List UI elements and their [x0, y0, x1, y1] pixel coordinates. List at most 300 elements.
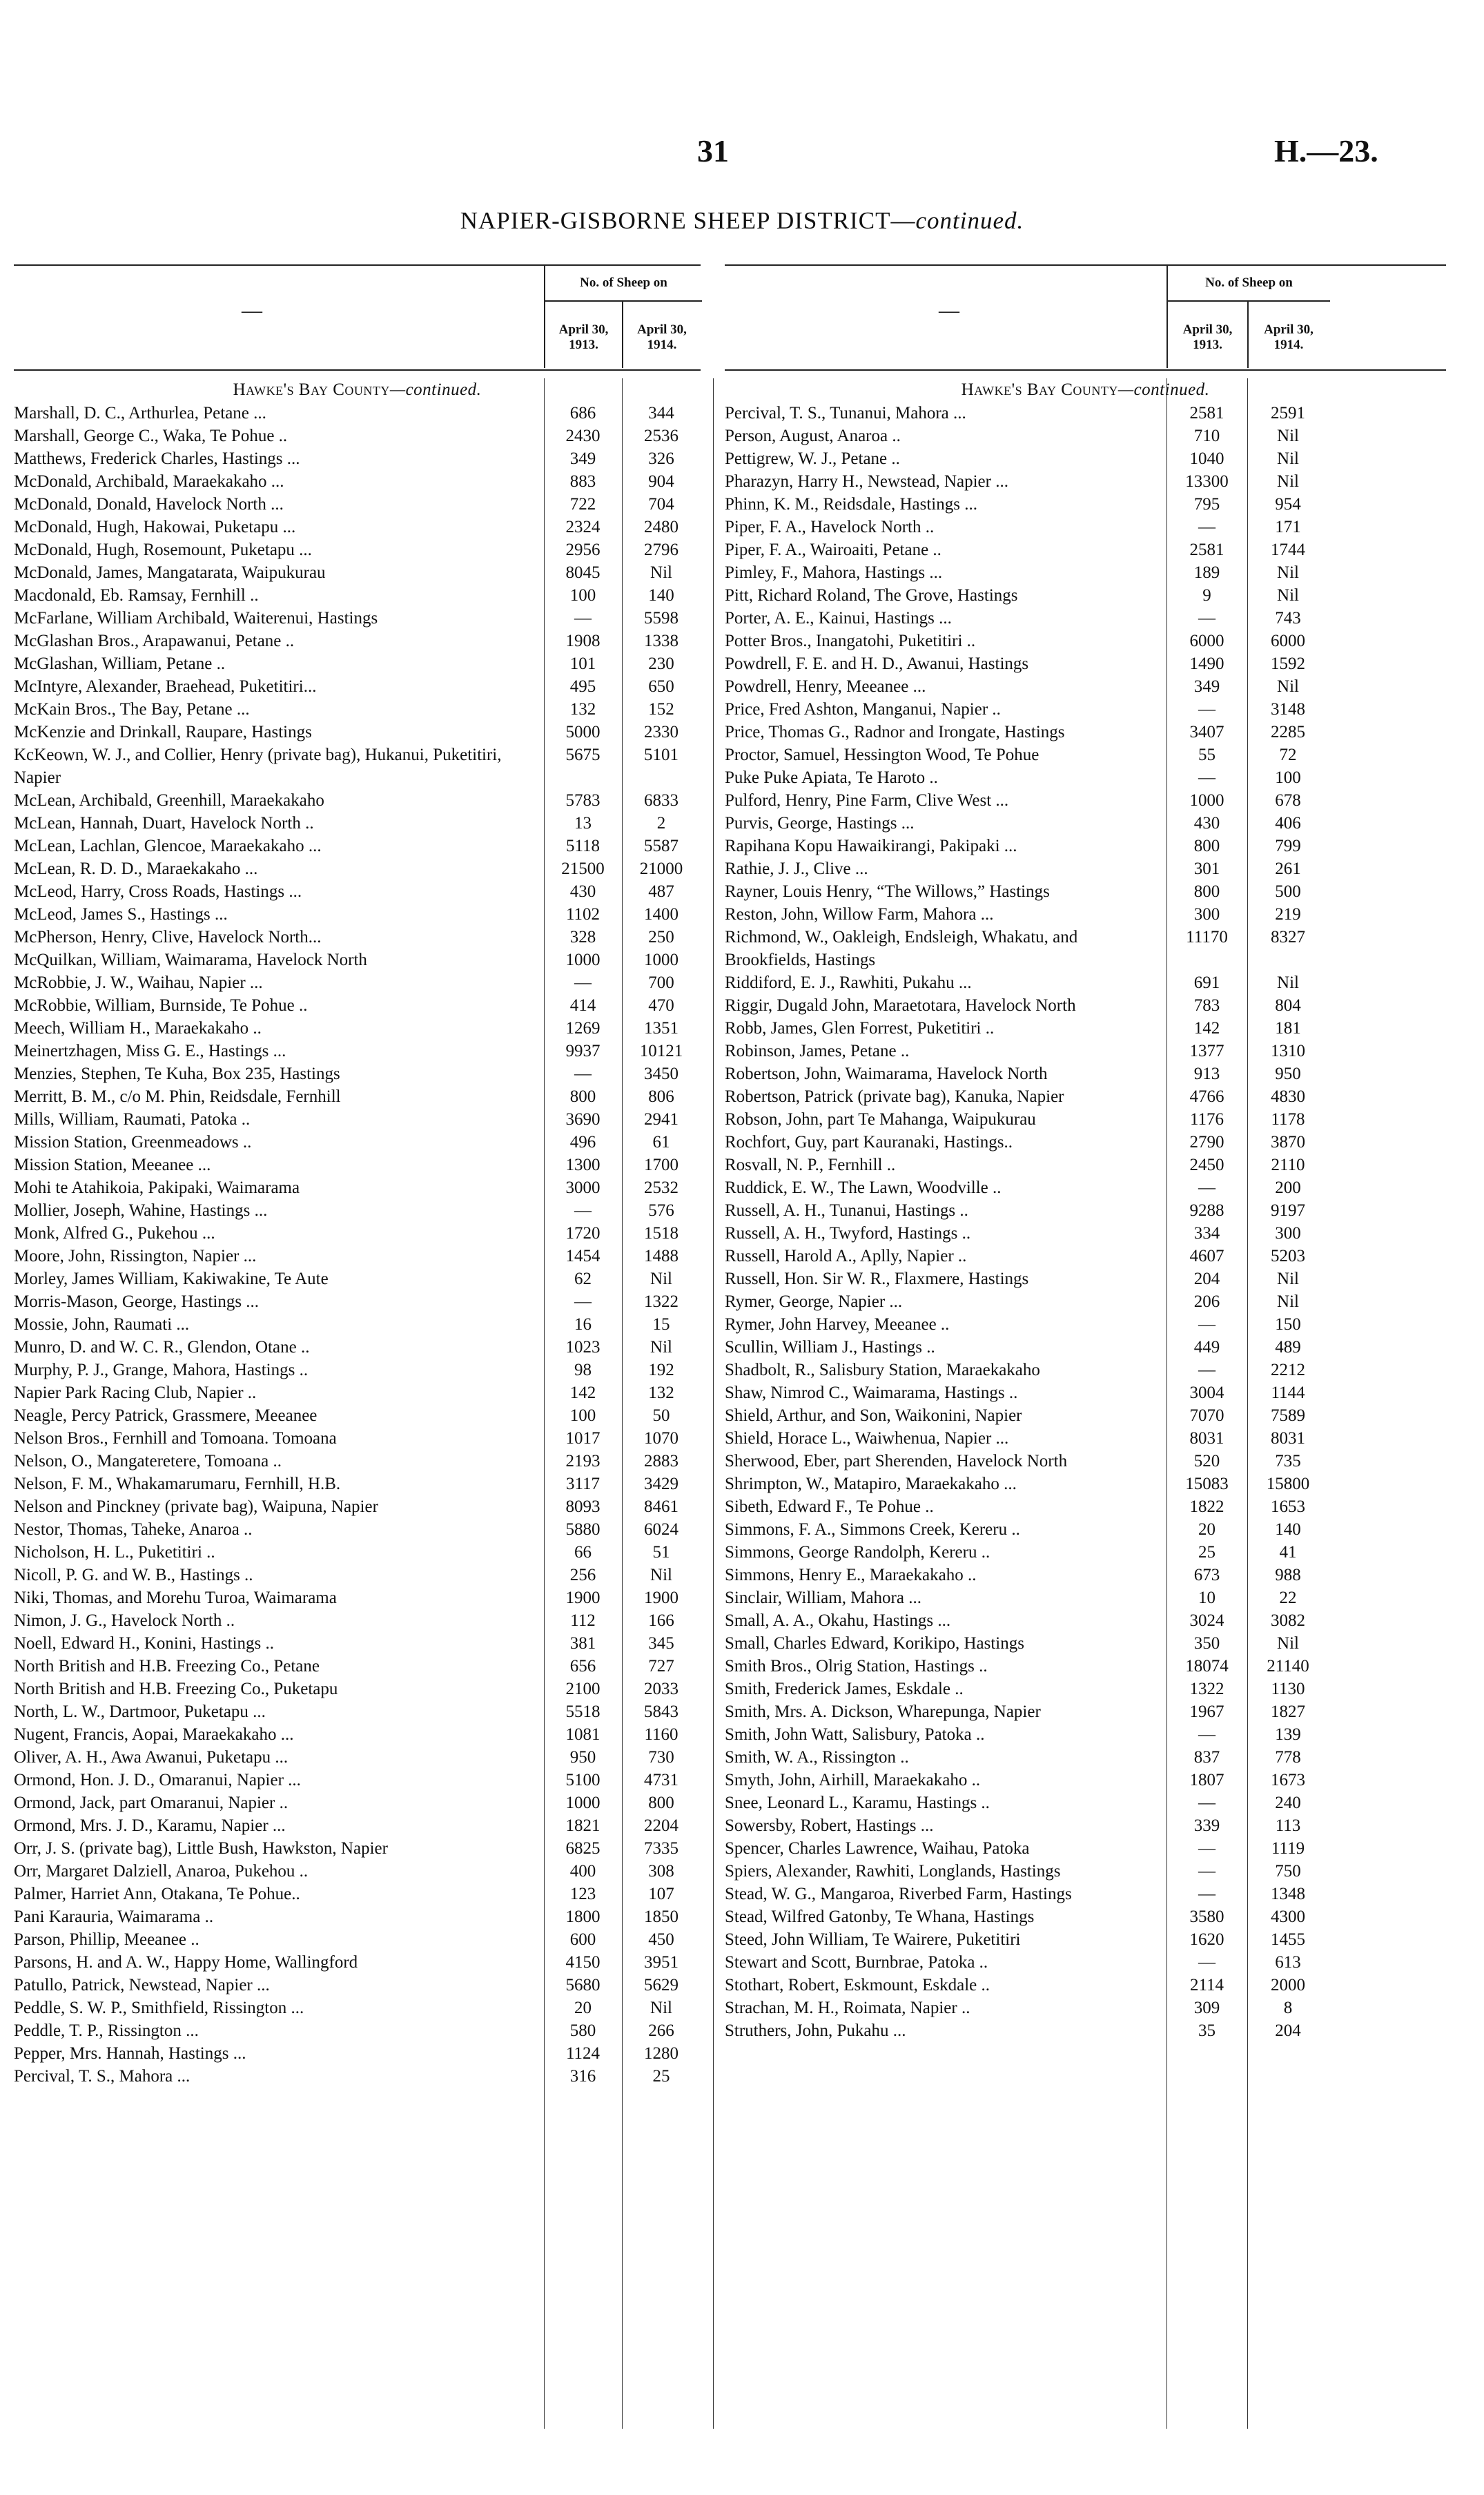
sheep-1913: —: [574, 1292, 592, 1311]
sheep-1914: 2212: [1271, 1361, 1305, 1379]
sheep-1914: Nil: [1277, 586, 1299, 605]
owner-name: Pani Karauria, Waimarama ..: [14, 1907, 214, 1926]
sheep-1914: 704: [648, 495, 674, 514]
sheep-1914: 300: [1275, 1224, 1301, 1243]
owner-name: Macdonald, Eb. Ramsay, Fernhill ..: [14, 586, 259, 605]
title-main: NAPIER-GISBORNE SHEEP DISTRICT—: [460, 207, 916, 234]
sheep-1913: 142: [569, 1384, 596, 1402]
sheep-1914: Nil: [1277, 472, 1299, 491]
sheep-1913: —: [1198, 1953, 1215, 1972]
table-row: [725, 971, 1446, 994]
sheep-1913: 350: [1193, 1634, 1220, 1653]
sheep-1913: 600: [569, 1930, 596, 1949]
sheep-1914: 139: [1275, 1725, 1301, 1744]
sheep-1914: 2330: [644, 723, 678, 741]
table-row: [725, 1951, 1446, 1974]
sheep-1913: 132: [569, 700, 596, 719]
owner-name: Napier Park Racing Club, Napier ..: [14, 1384, 257, 1402]
owner-name: McDonald, Donald, Havelock North ...: [14, 495, 284, 514]
sheep-1914: 778: [1275, 1748, 1301, 1767]
owner-name: McLean, Archibald, Greenhill, Maraekakaho: [14, 791, 324, 810]
sheep-1913: 3690: [565, 1110, 601, 1129]
sheep-1914: Nil: [1277, 1634, 1299, 1653]
sheep-1914: 650: [648, 677, 674, 696]
table-row: [725, 1928, 1446, 1951]
table-row: [14, 1655, 701, 1678]
sheep-1914: 1070: [644, 1429, 678, 1448]
sheep-1913: —: [1198, 1839, 1215, 1858]
owner-name: Russell, Harold A., Aplly, Napier ..: [725, 1247, 967, 1265]
owner-name: Powdrell, Henry, Meeanee ...: [725, 677, 926, 696]
table-row: [725, 1905, 1446, 1928]
table-row: [725, 1564, 1446, 1586]
table-row: [14, 1017, 701, 1040]
owner-name: Price, Thomas G., Radnor and Irongate, Hastings: [725, 723, 1065, 741]
sheep-1913: 1720: [565, 1224, 601, 1243]
sheep-1913: 100: [569, 1406, 596, 1425]
owner-name: Russell, A. H., Twyford, Hastings ..: [725, 1224, 971, 1243]
sheep-1913: 55: [1198, 746, 1215, 764]
table-row: [725, 2019, 1446, 2042]
owner-name: Stead, W. G., Mangaroa, Riverbed Farm, Hastings: [725, 1885, 1072, 1903]
title-continued: continued.: [915, 207, 1024, 234]
sheep-1914: 261: [1275, 860, 1301, 878]
owner-name: Palmer, Harriet Ann, Otakana, Te Pohue..: [14, 1885, 300, 1903]
sheep-1914: 799: [1275, 837, 1301, 855]
table-row: [725, 812, 1446, 835]
owner-name: Shaw, Nimrod C., Waimarama, Hastings ..: [725, 1384, 1018, 1402]
sheep-1914: 200: [1275, 1178, 1301, 1197]
owner-name: McGlashan Bros., Arapawanui, Petane ..: [14, 632, 295, 650]
sheep-1914: 1338: [644, 632, 678, 650]
owner-name: Sherwood, Eber, part Sherenden, Havelock North: [725, 1452, 1068, 1470]
owner-name: Piper, F. A., Havelock North ..: [725, 518, 935, 536]
sheep-1914: 489: [1275, 1338, 1301, 1357]
sheep-1914: 21000: [639, 860, 683, 878]
sheep-1913: 414: [569, 996, 596, 1015]
owner-name: Person, August, Anaroa ..: [725, 427, 901, 445]
sheep-1914: 1827: [1271, 1702, 1305, 1721]
table-row: [725, 789, 1446, 812]
owner-name: Smith Bros., Olrig Station, Hastings ..: [725, 1657, 988, 1676]
table-row: [725, 1290, 1446, 1313]
sheep-1914: Nil: [1277, 1270, 1299, 1288]
owner-name: Meinertzhagen, Miss G. E., Hastings ...: [14, 1042, 286, 1060]
table-row: [14, 1951, 701, 1974]
sheep-1914: 4731: [644, 1771, 678, 1789]
sheep-1914: 1850: [644, 1907, 678, 1926]
sheep-1913: —: [1198, 768, 1215, 787]
sheep-1913: 1900: [565, 1589, 601, 1607]
table-row: [14, 470, 701, 493]
owner-name: McIntyre, Alexander, Braehead, Puketitiri...: [14, 677, 317, 696]
sheep-1914: 150: [1275, 1315, 1301, 1334]
owner-name: Neagle, Percy Patrick, Grassmere, Meeanee: [14, 1406, 318, 1425]
sheep-1914: 308: [648, 1862, 674, 1881]
sheep-1913: 1908: [565, 632, 601, 650]
table-row: [725, 1313, 1446, 1336]
sheep-1913: 206: [1193, 1292, 1220, 1311]
owner-name: Percival, T. S., Mahora ...: [14, 2067, 191, 2086]
table-row: [14, 1586, 701, 1609]
table-row: [14, 1473, 701, 1495]
sheep-1913: 1124: [565, 2044, 601, 2063]
table-row: [14, 425, 701, 447]
sheep-1913: 189: [1193, 563, 1220, 582]
sheep-1913: 430: [1193, 814, 1220, 833]
table-row: [725, 1040, 1446, 1062]
sheep-1913: 7070: [1189, 1406, 1224, 1425]
sheep-1914: 3951: [644, 1953, 678, 1972]
owner-name: Powdrell, F. E. and H. D., Awanui, Hastings: [725, 654, 1029, 673]
sheep-1913: 1000: [565, 951, 601, 969]
owner-name: Robinson, James, Petane ..: [725, 1042, 910, 1060]
sheep-1913: —: [1198, 1885, 1215, 1903]
owner-name: Nelson and Pinckney (private bag), Waipuna, Napier: [14, 1497, 378, 1516]
sheep-1914: 5203: [1271, 1247, 1305, 1265]
table-row: [14, 1040, 701, 1062]
sheep-1913: 123: [569, 1885, 596, 1903]
table-row: [14, 1495, 701, 1518]
table-row: [725, 926, 1446, 971]
table-row: [725, 698, 1446, 721]
table-row: [725, 561, 1446, 584]
sheep-1914: Nil: [1277, 1292, 1299, 1311]
sheep-1914: 7335: [644, 1839, 678, 1858]
owner-name: Nicoll, P. G. and W. B., Hastings ..: [14, 1566, 253, 1584]
sheep-1913: 3407: [1189, 723, 1224, 741]
owner-name: Sowersby, Robert, Hastings ...: [725, 1816, 934, 1835]
right-rows: [725, 402, 1446, 2042]
sheep-1914: 1488: [644, 1247, 678, 1265]
owner-name: Oliver, A. H., Awa Awanui, Puketapu ...: [14, 1748, 289, 1767]
left-name-header: —: [242, 299, 262, 322]
owner-name: McLean, Lachlan, Glencoe, Maraekakaho ...: [14, 837, 322, 855]
owner-name: Matthews, Frederick Charles, Hastings ...: [14, 449, 300, 468]
owner-name: Rymer, George, Napier ...: [725, 1292, 903, 1311]
table-row: [14, 1290, 701, 1313]
table-row: [14, 1860, 701, 1883]
sheep-1914: 5843: [644, 1702, 678, 1721]
sheep-1913: 1490: [1189, 654, 1224, 673]
sheep-1913: —: [1198, 1725, 1215, 1744]
owner-name: Marshall, George C., Waka, Te Pohue ..: [14, 427, 288, 445]
owner-name: McLean, Hannah, Duart, Havelock North ..: [14, 814, 314, 833]
owner-name: Munro, D. and W. C. R., Glendon, Otane ..: [14, 1338, 310, 1357]
right-county-heading: Hawke's Bay County—continued.: [961, 380, 1210, 399]
table-row: [725, 1495, 1446, 1518]
table-row: [725, 1154, 1446, 1176]
table-row: [14, 789, 701, 812]
sheep-1913: 112: [570, 1611, 596, 1630]
table-row: [725, 721, 1446, 744]
table-row: [725, 1541, 1446, 1564]
table-row: [725, 516, 1446, 538]
sheep-1913: 5000: [565, 723, 601, 741]
sheep-1914: Nil: [1277, 449, 1299, 468]
sheep-1914: 204: [1275, 2021, 1301, 2040]
table-row: [725, 744, 1446, 766]
table-row: [14, 857, 701, 880]
owner-name: Phinn, K. M., Reidsdale, Hastings ...: [725, 495, 977, 514]
sheep-1913: 66: [574, 1543, 592, 1562]
sheep-1913: 2581: [1189, 541, 1224, 559]
sheep-1913: 4607: [1189, 1247, 1224, 1265]
left-col-1914: April 30, 1914.: [622, 302, 701, 368]
table-row: [725, 652, 1446, 675]
right-name-header: —: [939, 299, 959, 322]
sheep-1913: —: [1198, 1315, 1215, 1334]
left-rows: [14, 402, 701, 2088]
sheep-1913: 16: [574, 1315, 592, 1334]
sheep-1913: 783: [1193, 996, 1220, 1015]
sheep-1914: 500: [1275, 882, 1301, 901]
table-row: [14, 1609, 701, 1632]
table-row: [14, 926, 701, 949]
owner-name: McPherson, Henry, Clive, Havelock North...: [14, 928, 322, 946]
table-row: [725, 1404, 1446, 1427]
table-row: [725, 903, 1446, 926]
sheep-1913: 3024: [1189, 1611, 1224, 1630]
sheep-1914: 4300: [1271, 1907, 1305, 1926]
left-table-header: [14, 264, 701, 371]
sheep-1913: 101: [569, 654, 596, 673]
sheep-1914: 8031: [1271, 1429, 1305, 1448]
owner-name: McRobbie, J. W., Waihau, Napier ...: [14, 973, 263, 992]
owner-name: Sinclair, William, Mahora ...: [725, 1589, 921, 1607]
table-row: [725, 1792, 1446, 1814]
sheep-1913: 1040: [1189, 449, 1224, 468]
table-row: [725, 1427, 1446, 1450]
table-row: [14, 971, 701, 994]
table-row: [14, 1678, 701, 1700]
sheep-1914: 51: [652, 1543, 670, 1562]
sheep-1913: 328: [569, 928, 596, 946]
owner-name: Shrimpton, W., Matapiro, Maraekakaho ...: [725, 1475, 1017, 1493]
table-row: [14, 1381, 701, 1404]
owner-name: Stothart, Robert, Eskmount, Eskdale ..: [725, 1976, 990, 1994]
sheep-1914: 72: [1279, 746, 1297, 764]
owner-name: Riddiford, E. J., Rawhiti, Pukahu ...: [725, 973, 972, 992]
owner-name: Morris-Mason, George, Hastings ...: [14, 1292, 260, 1311]
owner-name: Simmons, F. A., Simmons Creek, Kereru ..: [725, 1520, 1020, 1539]
owner-name: Orr, J. S. (private bag), Little Bush, Hawkston, Napier: [14, 1839, 388, 1858]
sheep-1913: 3117: [565, 1475, 601, 1493]
table-row: [14, 538, 701, 561]
owner-name: Murphy, P. J., Grange, Mahora, Hastings ..: [14, 1361, 309, 1379]
table-row: [14, 698, 701, 721]
owner-name: McGlashan, William, Petane ..: [14, 654, 226, 673]
sheep-1913: —: [574, 1201, 592, 1220]
table-row: [14, 493, 701, 516]
table-row: [725, 1883, 1446, 1905]
sheep-1914: 727: [648, 1657, 674, 1676]
sheep-1913: 6825: [565, 1839, 601, 1858]
table-row: [725, 1586, 1446, 1609]
sheep-1914: 113: [1275, 1816, 1301, 1835]
sheep-1914: 2110: [1271, 1156, 1305, 1174]
table-row: [14, 447, 701, 470]
sheep-1913: 449: [1193, 1338, 1220, 1357]
sheep-1913: 5675: [565, 746, 601, 764]
sheep-1913: 25: [1198, 1543, 1215, 1562]
page-title: [0, 207, 1484, 235]
sheep-1914: 804: [1275, 996, 1301, 1015]
owner-name: Peddle, S. W. P., Smithfield, Rissington ...: [14, 1999, 304, 2017]
sheep-1913: 1000: [1189, 791, 1224, 810]
owner-name: Rayner, Louis Henry, “The Willows,” Hastings: [725, 882, 1050, 901]
table-row: [14, 630, 701, 652]
owner-name: Nelson Bros., Fernhill and Tomoana. Tomoana: [14, 1429, 337, 1448]
sheep-1914: Nil: [650, 1566, 672, 1584]
table-row: [14, 721, 701, 744]
sheep-1914: 1400: [644, 905, 678, 924]
sheep-1914: 954: [1275, 495, 1301, 514]
sheep-1913: 4766: [1189, 1087, 1224, 1106]
table-row: [14, 1814, 701, 1837]
table-row: [14, 1427, 701, 1450]
sheep-1913: 3004: [1189, 1384, 1224, 1402]
sheep-1913: 1081: [565, 1725, 601, 1744]
sheep-1914: 1348: [1271, 1885, 1305, 1903]
owner-name: Peddle, T. P., Rissington ...: [14, 2021, 199, 2040]
table-row: [14, 1518, 701, 1541]
owner-name: Ruddick, E. W., The Lawn, Woodville ..: [725, 1178, 1002, 1197]
sheep-1914: 61: [652, 1133, 670, 1152]
sheep-1913: 8045: [565, 563, 601, 582]
sheep-1913: 656: [569, 1657, 596, 1676]
table-row: [14, 402, 701, 425]
sheep-1913: 13: [574, 814, 592, 833]
sheep-1914: 800: [648, 1794, 674, 1812]
sheep-1914: 1144: [1271, 1384, 1305, 1402]
sheep-1913: 10: [1198, 1589, 1215, 1607]
table-row: [725, 1222, 1446, 1245]
owner-name: Potter Bros., Inangatohi, Puketitiri ..: [725, 632, 976, 650]
table-row: [725, 1997, 1446, 2019]
sheep-1913: 9937: [565, 1042, 601, 1060]
sheep-1914: 344: [648, 404, 674, 423]
sheep-1913: 9: [1202, 586, 1211, 605]
sheep-1913: 35: [1198, 2021, 1215, 2040]
table-row: [725, 1769, 1446, 1792]
table-row: [725, 1062, 1446, 1085]
sheep-1914: 1592: [1271, 654, 1305, 673]
owner-name: Riggir, Dugald John, Maraetotara, Havelock North: [725, 996, 1076, 1015]
sheep-1914: 132: [648, 1384, 674, 1402]
sheep-1913: 334: [1193, 1224, 1220, 1243]
owner-name: Richmond, W., Oakleigh, Endsleigh, Whakatu, and Brookfields, Hastings: [725, 928, 1078, 969]
owner-name: Robertson, John, Waimarama, Havelock North: [725, 1065, 1048, 1083]
table-row: [14, 1154, 701, 1176]
sheep-1913: 1102: [565, 905, 601, 924]
owner-name: Shield, Arthur, and Son, Waikonini, Napier: [725, 1406, 1022, 1425]
sheep-1914: 2204: [644, 1816, 678, 1835]
owner-name: Shadbolt, R., Salisbury Station, Maraekakaho: [725, 1361, 1040, 1379]
owner-name: McDonald, James, Mangatarata, Waipukurau: [14, 563, 326, 582]
owner-name: Patullo, Patrick, Newstead, Napier ...: [14, 1976, 270, 1994]
owner-name: Pettigrew, W. J., Petane ..: [725, 449, 900, 468]
owner-name: McKenzie and Drinkall, Raupare, Hastings: [14, 723, 312, 741]
table-row: [725, 1336, 1446, 1359]
table-row: [14, 1928, 701, 1951]
owner-name: Pitt, Richard Roland, The Grove, Hastings: [725, 586, 1018, 605]
owner-name: McLeod, James S., Hastings ...: [14, 905, 228, 924]
sheep-1914: 988: [1275, 1566, 1301, 1584]
left-sheep-header: No. of Sheep on: [544, 266, 702, 302]
sheep-1914: 6833: [644, 791, 678, 810]
table-row: [725, 1176, 1446, 1199]
owner-name: McLeod, Harry, Cross Roads, Hastings ...: [14, 882, 302, 901]
sheep-1914: 5598: [644, 609, 678, 628]
owner-name: Robb, James, Glen Forrest, Puketitiri ..: [725, 1019, 995, 1038]
sheep-1913: 20: [1198, 1520, 1215, 1539]
sheep-1913: 495: [569, 677, 596, 696]
sheep-1913: 800: [1193, 837, 1220, 855]
table-row: [14, 1199, 701, 1222]
table-row: [725, 538, 1446, 561]
sheep-1913: 520: [1193, 1452, 1220, 1470]
table-row: [14, 1746, 701, 1769]
sheep-1913: 5880: [565, 1520, 601, 1539]
table-row: [14, 1313, 701, 1336]
sheep-1913: 1377: [1189, 1042, 1224, 1060]
table-row: [725, 994, 1446, 1017]
right-table-header: [725, 264, 1446, 371]
owner-name: Price, Fred Ashton, Manganui, Napier ..: [725, 700, 1001, 719]
sheep-1914: Nil: [650, 1338, 672, 1357]
sheep-1914: 2: [656, 814, 666, 833]
owner-name: Nicholson, H. L., Puketitiri ..: [14, 1543, 215, 1562]
sheep-1914: 219: [1275, 905, 1301, 924]
table-row: [14, 1769, 701, 1792]
sheep-1914: 2285: [1271, 723, 1305, 741]
sheep-1913: 3580: [1189, 1907, 1224, 1926]
sheep-1913: 1176: [1189, 1110, 1224, 1129]
owner-name: Rathie, J. J., Clive ...: [725, 860, 868, 878]
sheep-1914: 100: [1275, 768, 1301, 787]
sheep-1914: Nil: [650, 1270, 672, 1288]
owner-name: Porter, A. E., Kainui, Hastings ...: [725, 609, 952, 628]
sheep-1913: —: [1198, 1862, 1215, 1881]
owner-name: Nestor, Thomas, Taheke, Anaroa ..: [14, 1520, 253, 1539]
sheep-1913: 2100: [565, 1680, 601, 1698]
owner-name: Pulford, Henry, Pine Farm, Clive West ...: [725, 791, 1009, 810]
sheep-1913: 1821: [565, 1816, 601, 1835]
table-row: [14, 1404, 701, 1427]
sheep-1914: 6024: [644, 1520, 678, 1539]
owner-name: Puke Puke Apiata, Te Haroto ..: [725, 768, 938, 787]
sheep-1914: 904: [648, 472, 674, 491]
sheep-1914: 950: [1275, 1065, 1301, 1083]
table-row: [14, 1700, 701, 1723]
document-reference: H.—23.: [1274, 133, 1378, 168]
table-row: [14, 1883, 701, 1905]
sheep-1913: 1300: [565, 1156, 601, 1174]
sheep-1914: 735: [1275, 1452, 1301, 1470]
sheep-1913: 5680: [565, 1976, 601, 1994]
sheep-1914: 140: [648, 586, 674, 605]
owner-name: Parson, Phillip, Meeanee ..: [14, 1930, 199, 1949]
sheep-1913: 710: [1193, 427, 1220, 445]
sheep-1914: 2480: [644, 518, 678, 536]
table-row: [725, 1700, 1446, 1723]
sheep-1914: 41: [1279, 1543, 1297, 1562]
sheep-1914: 9197: [1271, 1201, 1305, 1220]
table-row: [14, 1336, 701, 1359]
sheep-1914: 1455: [1271, 1930, 1305, 1949]
table-row: [14, 1541, 701, 1564]
